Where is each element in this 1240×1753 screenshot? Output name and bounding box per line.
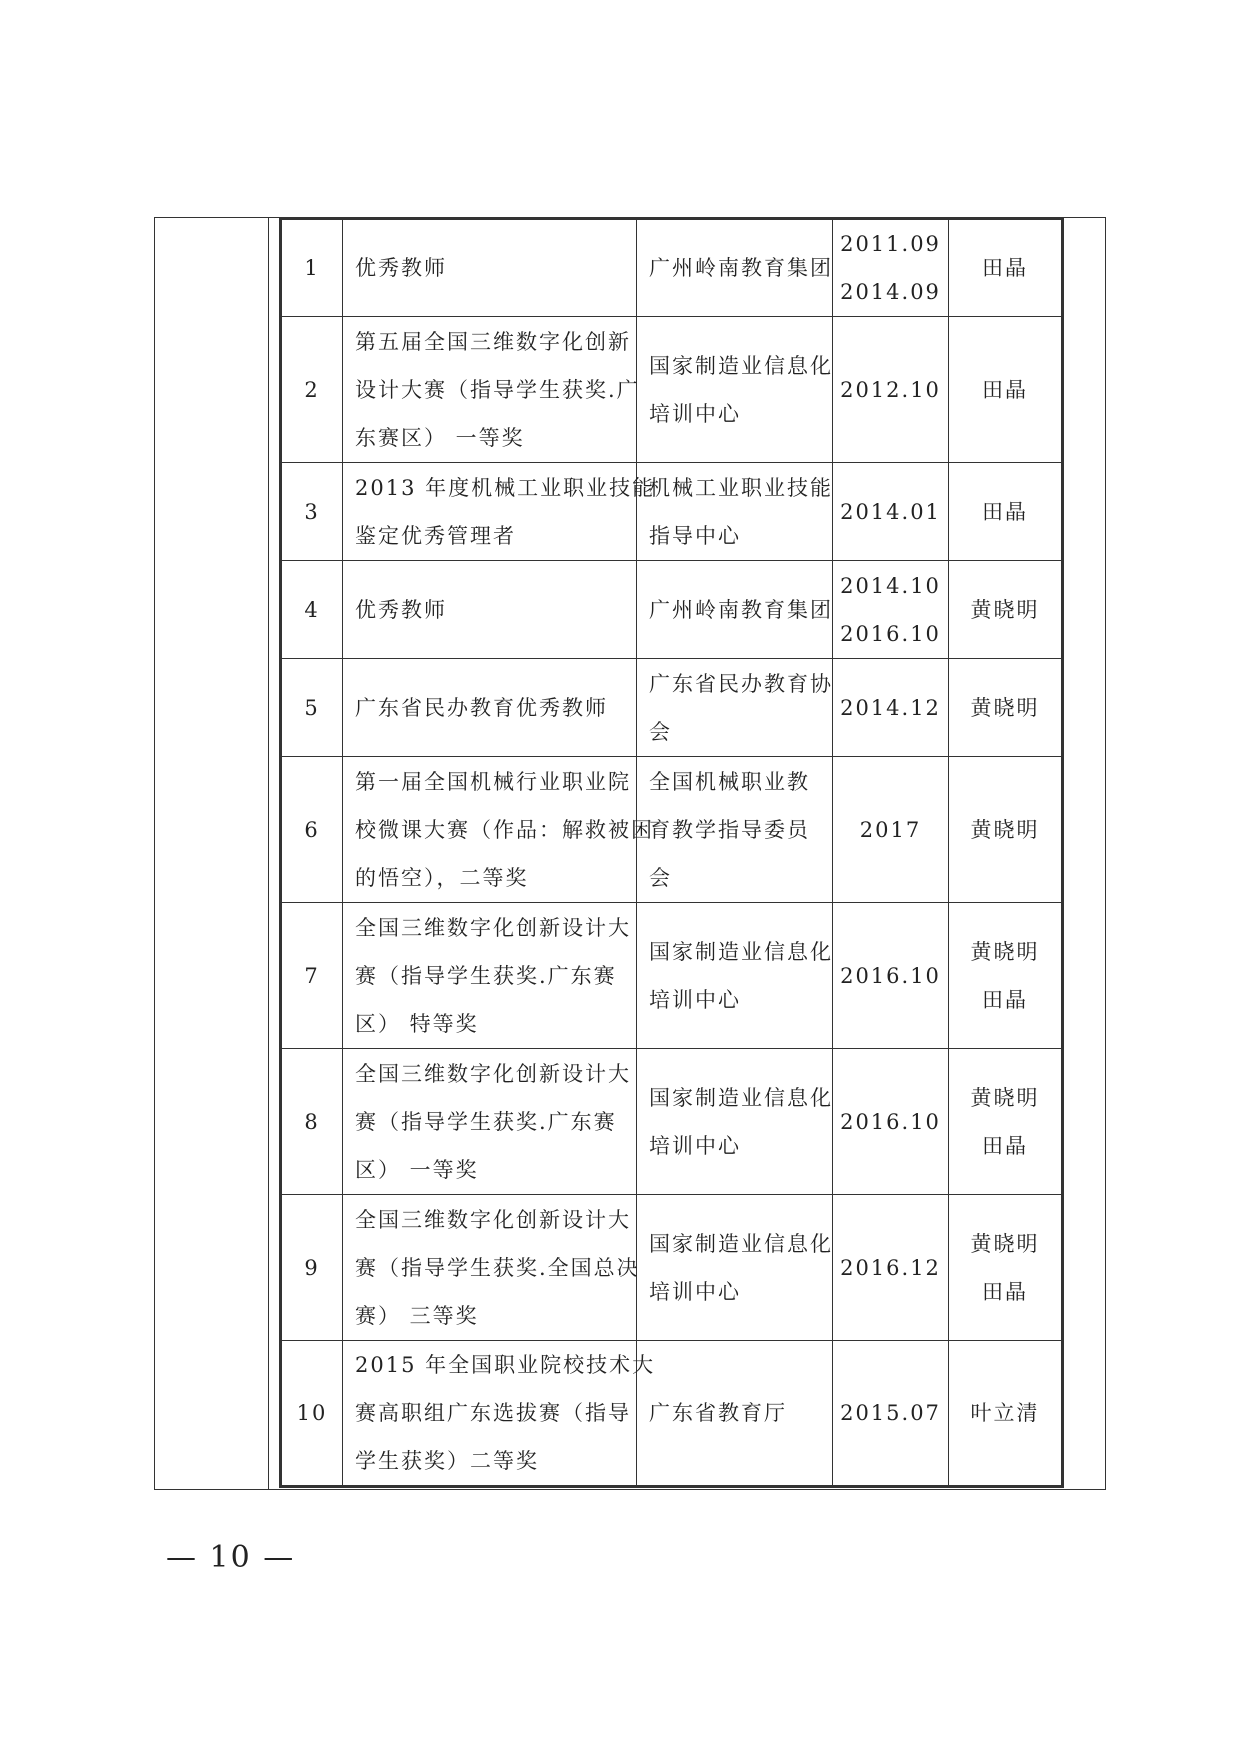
award-recipient-line: 黄晓明 xyxy=(970,817,1040,842)
award-name xyxy=(343,463,656,561)
page-number: — 10 — xyxy=(166,1540,296,1575)
award-organization xyxy=(637,317,833,463)
award-organization-line: 全国机械职业教 xyxy=(649,769,810,794)
award-recipient-line: 田晶 xyxy=(982,256,1028,280)
award-date-line: 2017 xyxy=(859,817,922,842)
awards-table xyxy=(279,217,1064,1488)
award-date xyxy=(833,1049,949,1195)
award-date-line: 2016.10 xyxy=(840,621,941,646)
award-date xyxy=(833,1341,949,1487)
award-organization-line: 培训中心 xyxy=(649,1279,741,1304)
award-organization-line: 培训中心 xyxy=(649,401,741,426)
award-name xyxy=(343,219,637,317)
table-row xyxy=(281,1341,1063,1487)
award-name xyxy=(343,1195,640,1341)
award-organization-line: 会 xyxy=(649,865,672,890)
award-organization xyxy=(637,1341,833,1487)
award-date-line: 2016.10 xyxy=(840,1109,941,1134)
award-date xyxy=(833,317,949,463)
award-number: 6 xyxy=(281,757,343,903)
award-number: 4 xyxy=(281,561,343,659)
award-organization xyxy=(637,463,833,561)
award-name-line: 赛（指导学生获奖.广东赛 xyxy=(355,963,617,988)
award-name-line: 第五届全国三维数字化创新 xyxy=(355,329,631,354)
award-recipient-line: 黄晓明 xyxy=(970,1231,1040,1256)
award-recipient xyxy=(949,903,1063,1049)
table-row xyxy=(281,659,1063,757)
award-recipient-line: 叶立清 xyxy=(970,1401,1040,1425)
award-date-line: 2014.10 xyxy=(840,573,941,598)
award-name-line: 2013 年度机械工业职业技能 xyxy=(355,475,656,500)
award-recipient xyxy=(949,1341,1063,1487)
award-recipient xyxy=(949,561,1063,659)
table-row xyxy=(281,757,1063,903)
award-date-line: 2014.09 xyxy=(840,280,941,304)
award-name-line: 全国三维数字化创新设计大 xyxy=(355,1061,631,1086)
table-row xyxy=(281,219,1063,317)
table-row xyxy=(281,463,1063,561)
award-organization-line: 会 xyxy=(649,719,672,744)
award-date-line: 2014.01 xyxy=(840,499,941,524)
award-organization xyxy=(637,1049,833,1195)
award-date xyxy=(833,1195,949,1341)
award-recipient xyxy=(949,317,1063,463)
award-name xyxy=(343,757,654,903)
award-organization xyxy=(637,659,833,757)
award-name-line: 优秀教师 xyxy=(355,256,447,280)
award-organization-line: 育教学指导委员 xyxy=(649,817,810,842)
table-row xyxy=(281,1049,1063,1195)
award-number: 2 xyxy=(281,317,343,463)
award-recipient-line: 田晶 xyxy=(982,499,1028,524)
award-organization-line: 培训中心 xyxy=(649,1133,741,1158)
award-date-line: 2015.07 xyxy=(840,1401,941,1425)
award-name-line: 全国三维数字化创新设计大 xyxy=(355,915,631,940)
award-recipient-line: 田晶 xyxy=(982,1279,1028,1304)
award-organization-line: 培训中心 xyxy=(649,987,741,1012)
award-name-line: 校微课大赛（作品：解救被困 xyxy=(355,817,654,842)
award-recipient xyxy=(949,659,1063,757)
award-organization xyxy=(637,219,833,317)
award-date-line: 2014.12 xyxy=(840,695,941,720)
table-row xyxy=(281,903,1063,1049)
award-name-line: 赛（指导学生获奖.全国总决 xyxy=(355,1255,640,1280)
award-recipient-line: 黄晓明 xyxy=(970,597,1040,622)
award-date xyxy=(833,659,949,757)
award-date-line: 2016.12 xyxy=(840,1255,941,1280)
table-row xyxy=(281,1195,1063,1341)
award-organization-line: 机械工业职业技能 xyxy=(649,475,833,500)
award-name-line: 学生获奖）二等奖 xyxy=(355,1449,539,1473)
award-organization-line: 国家制造业信息化 xyxy=(649,939,833,964)
award-name-line: 赛（指导学生获奖.广东赛 xyxy=(355,1109,617,1134)
award-name xyxy=(343,1049,637,1195)
award-date xyxy=(833,561,949,659)
award-organization-line: 广东省民办教育协 xyxy=(649,671,833,696)
award-organization xyxy=(637,757,833,903)
award-name-line: 赛） 三等奖 xyxy=(355,1303,479,1328)
table-row xyxy=(281,561,1063,659)
award-date-line: 2016.10 xyxy=(840,963,941,988)
award-recipient xyxy=(949,463,1063,561)
table-row xyxy=(281,317,1063,463)
award-name xyxy=(343,561,637,659)
award-name xyxy=(343,659,637,757)
award-name-line: 区） 特等奖 xyxy=(355,1011,479,1036)
award-name-line: 第一届全国机械行业职业院 xyxy=(355,769,631,794)
award-number: 5 xyxy=(281,659,343,757)
award-number: 7 xyxy=(281,903,343,1049)
award-name xyxy=(343,1341,656,1487)
award-name-line: 优秀教师 xyxy=(355,597,447,622)
award-organization-line: 广州岭南教育集团 xyxy=(649,256,833,280)
award-organization-line: 国家制造业信息化 xyxy=(649,1085,833,1110)
awards-table-body xyxy=(281,219,1063,1487)
award-organization xyxy=(637,561,833,659)
award-organization-line: 国家制造业信息化 xyxy=(649,353,833,378)
award-recipient-line: 田晶 xyxy=(982,377,1028,402)
award-recipient xyxy=(949,219,1063,317)
award-name-line: 鉴定优秀管理者 xyxy=(355,523,516,548)
award-recipient-line: 田晶 xyxy=(982,987,1028,1012)
award-organization-line: 指导中心 xyxy=(649,523,741,548)
award-name-line: 赛高职组广东选拔赛（指导 xyxy=(355,1401,631,1425)
award-organization-line: 广州岭南教育集团 xyxy=(649,597,833,622)
award-recipient xyxy=(949,757,1063,903)
award-organization xyxy=(637,1195,833,1341)
award-date-line: 2012.10 xyxy=(840,377,941,402)
award-date-line: 2011.09 xyxy=(840,232,941,256)
award-name-line: 广东省民办教育优秀教师 xyxy=(355,695,608,720)
award-organization-line: 国家制造业信息化 xyxy=(649,1231,833,1256)
award-name-line: 全国三维数字化创新设计大 xyxy=(355,1207,631,1232)
award-recipient-line: 田晶 xyxy=(982,1133,1028,1158)
award-name-line: 东赛区） 一等奖 xyxy=(355,425,525,450)
award-date xyxy=(833,757,949,903)
award-organization-line: 广东省教育厅 xyxy=(649,1401,787,1425)
award-name-line: 的悟空），二等奖 xyxy=(355,865,529,890)
divider-line xyxy=(268,217,269,1490)
award-recipient-line: 黄晓明 xyxy=(970,1085,1040,1110)
award-recipient-line: 黄晓明 xyxy=(970,939,1040,964)
award-name-line: 区） 一等奖 xyxy=(355,1157,479,1182)
award-name xyxy=(343,317,640,463)
award-date xyxy=(833,463,949,561)
award-date xyxy=(833,219,949,317)
award-name xyxy=(343,903,637,1049)
award-recipient xyxy=(949,1049,1063,1195)
award-number: 1 xyxy=(281,219,343,317)
award-number: 3 xyxy=(281,463,343,561)
award-recipient xyxy=(949,1195,1063,1341)
award-number: 8 xyxy=(281,1049,343,1195)
award-number: 9 xyxy=(281,1195,343,1341)
award-number: 10 xyxy=(281,1341,343,1487)
award-organization xyxy=(637,903,833,1049)
award-name-line: 设计大赛（指导学生获奖.广 xyxy=(355,377,640,402)
award-recipient-line: 黄晓明 xyxy=(970,695,1040,720)
award-name-line: 2015 年全国职业院校技术大 xyxy=(355,1353,656,1377)
award-date xyxy=(833,903,949,1049)
